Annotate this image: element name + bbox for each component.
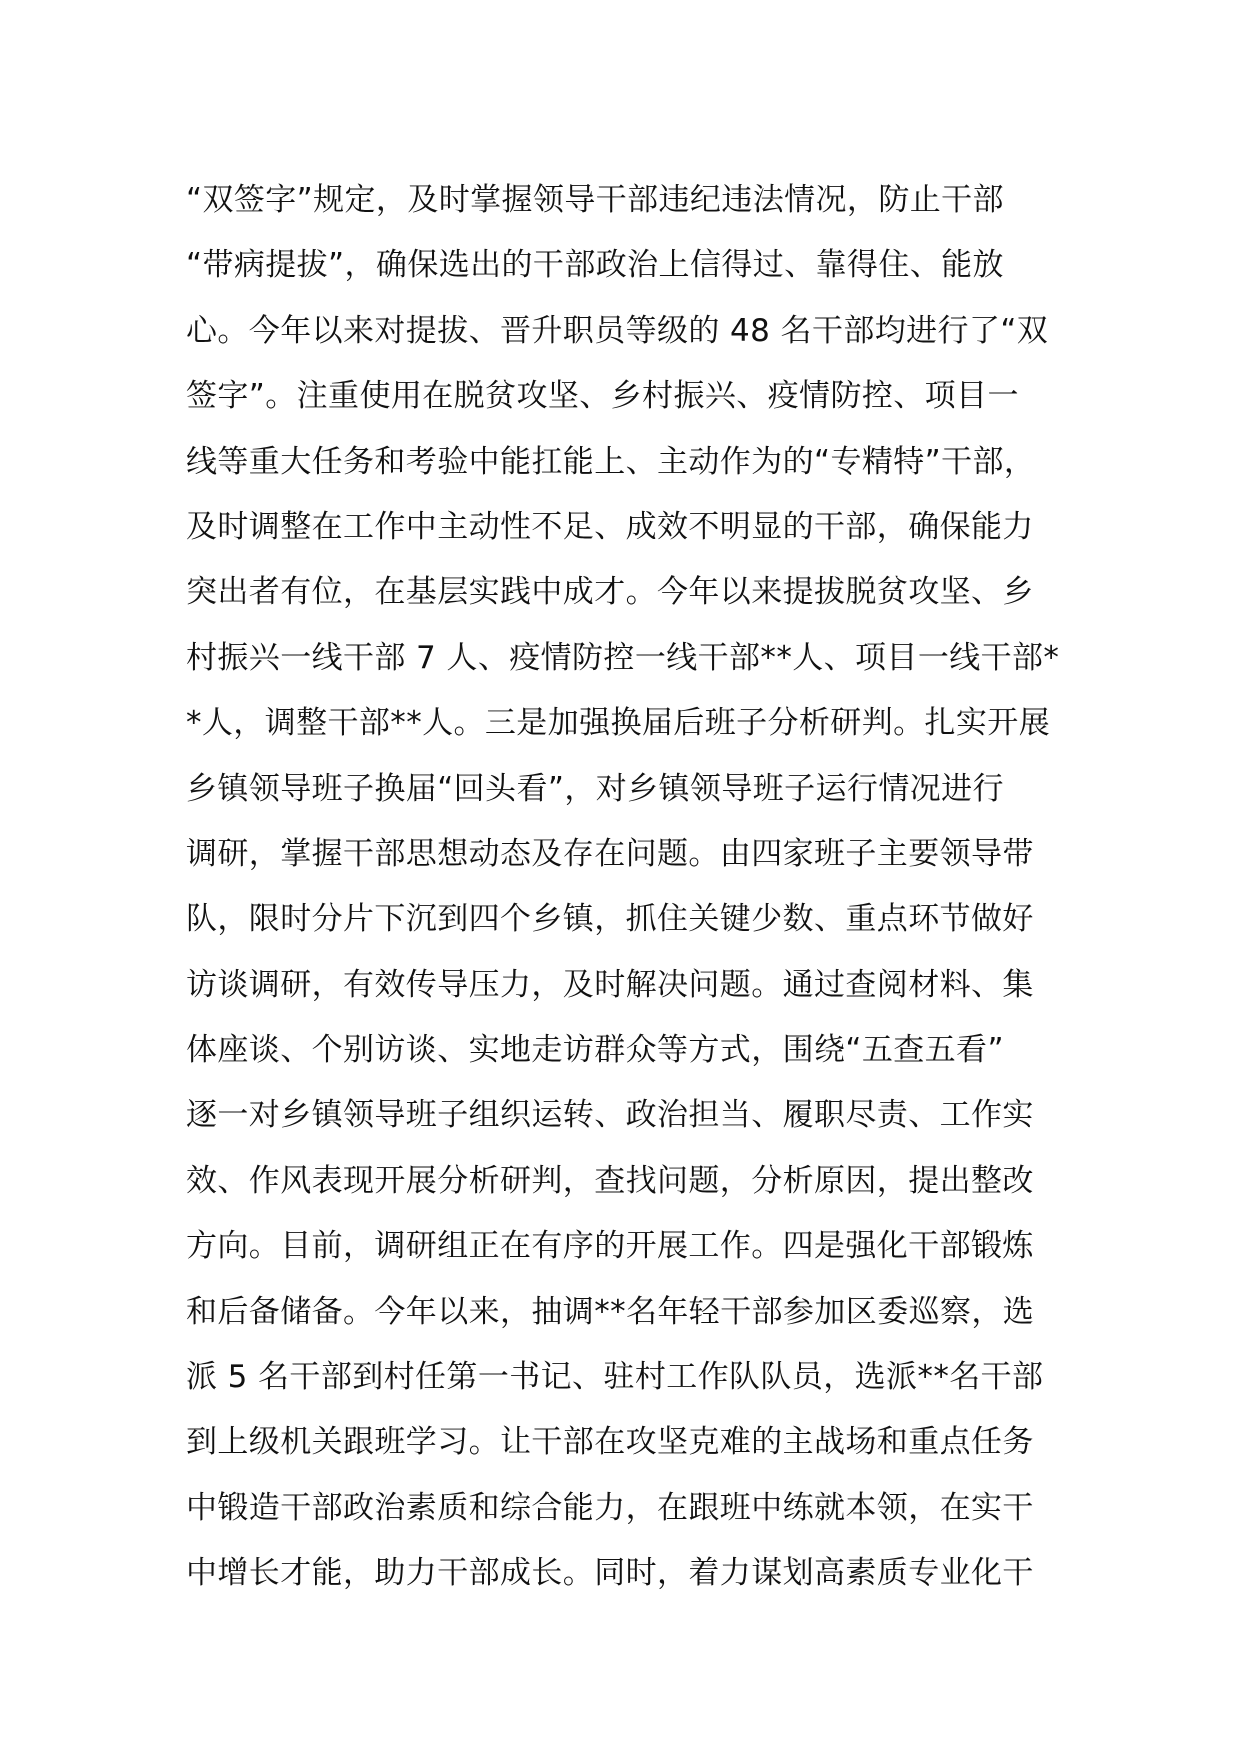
text-line-21: 中锻造干部政治素质和综合能力，在跟班中练就本领，在实干 — [186, 1489, 1034, 1526]
text-line-8: 村振兴一线干部 7 人、疫情防控一线干部**人、项目一线干部* — [186, 639, 1060, 676]
text-line-13: 访谈调研，有效传导压力，及时解决问题。通过查阅材料、集 — [186, 966, 1034, 1003]
text-line-16: 效、作风表现开展分析研判，查找问题，分析原因，提出整改 — [186, 1162, 1034, 1199]
text-line-22: 中增长才能，助力干部成长。同时，着力谋划高素质专业化干 — [186, 1555, 1034, 1592]
text-line-4: 签字”。注重使用在脱贫攻坚、乡村振兴、疫情防控、项目一 — [186, 378, 1019, 415]
text-line-20: 到上级机关跟班学习。让干部在攻坚克难的主战场和重点任务 — [186, 1424, 1034, 1461]
text-line-3: 心。今年以来对提拔、晋升职员等级的 48 名干部均进行了“双 — [186, 312, 1049, 349]
text-line-14: 体座谈、个别访谈、实地走访群众等方式，围绕“五查五看” — [186, 1032, 1004, 1069]
text-line-9: *人，调整干部**人。三是加强换届后班子分析研判。扎实开展 — [186, 705, 1051, 742]
body-paragraph — [186, 168, 1086, 1607]
text-line-1: “双签字”规定，及时掌握领导干部违纪违法情况，防止干部 — [186, 182, 1004, 218]
text-line-10: 乡镇领导班子换届“回头看”，对乡镇领导班子运行情况进行 — [186, 770, 1004, 807]
text-line-7: 突出者有位，在基层实践中成才。今年以来提拔脱贫攻坚、乡 — [186, 574, 1034, 611]
text-line-15: 逐一对乡镇领导班子组织运转、政治担当、履职尽责、工作实 — [186, 1097, 1034, 1134]
text-line-19: 派 5 名干部到村任第一书记、驻村工作队队员，选派**名干部 — [186, 1359, 1044, 1396]
text-line-2: “带病提拔”，确保选出的干部政治上信得过、靠得住、能放 — [186, 247, 1004, 284]
text-line-5: 线等重大任务和考验中能扛能上、主动作为的“专精特”干部， — [186, 443, 1036, 480]
text-line-17: 方向。目前，调研组正在有序的开展工作。四是强化干部锻炼 — [186, 1228, 1034, 1265]
text-line-12: 队，限时分片下沉到四个乡镇，抓住关键少数、重点环节做好 — [186, 901, 1034, 938]
text-line-18: 和后备储备。今年以来，抽调**名年轻干部参加区委巡察，选 — [186, 1293, 1035, 1330]
text-line-11: 调研，掌握干部思想动态及存在问题。由四家班子主要领导带 — [186, 835, 1034, 872]
text-line-6: 及时调整在工作中主动性不足、成效不明显的干部，确保能力 — [186, 508, 1034, 545]
